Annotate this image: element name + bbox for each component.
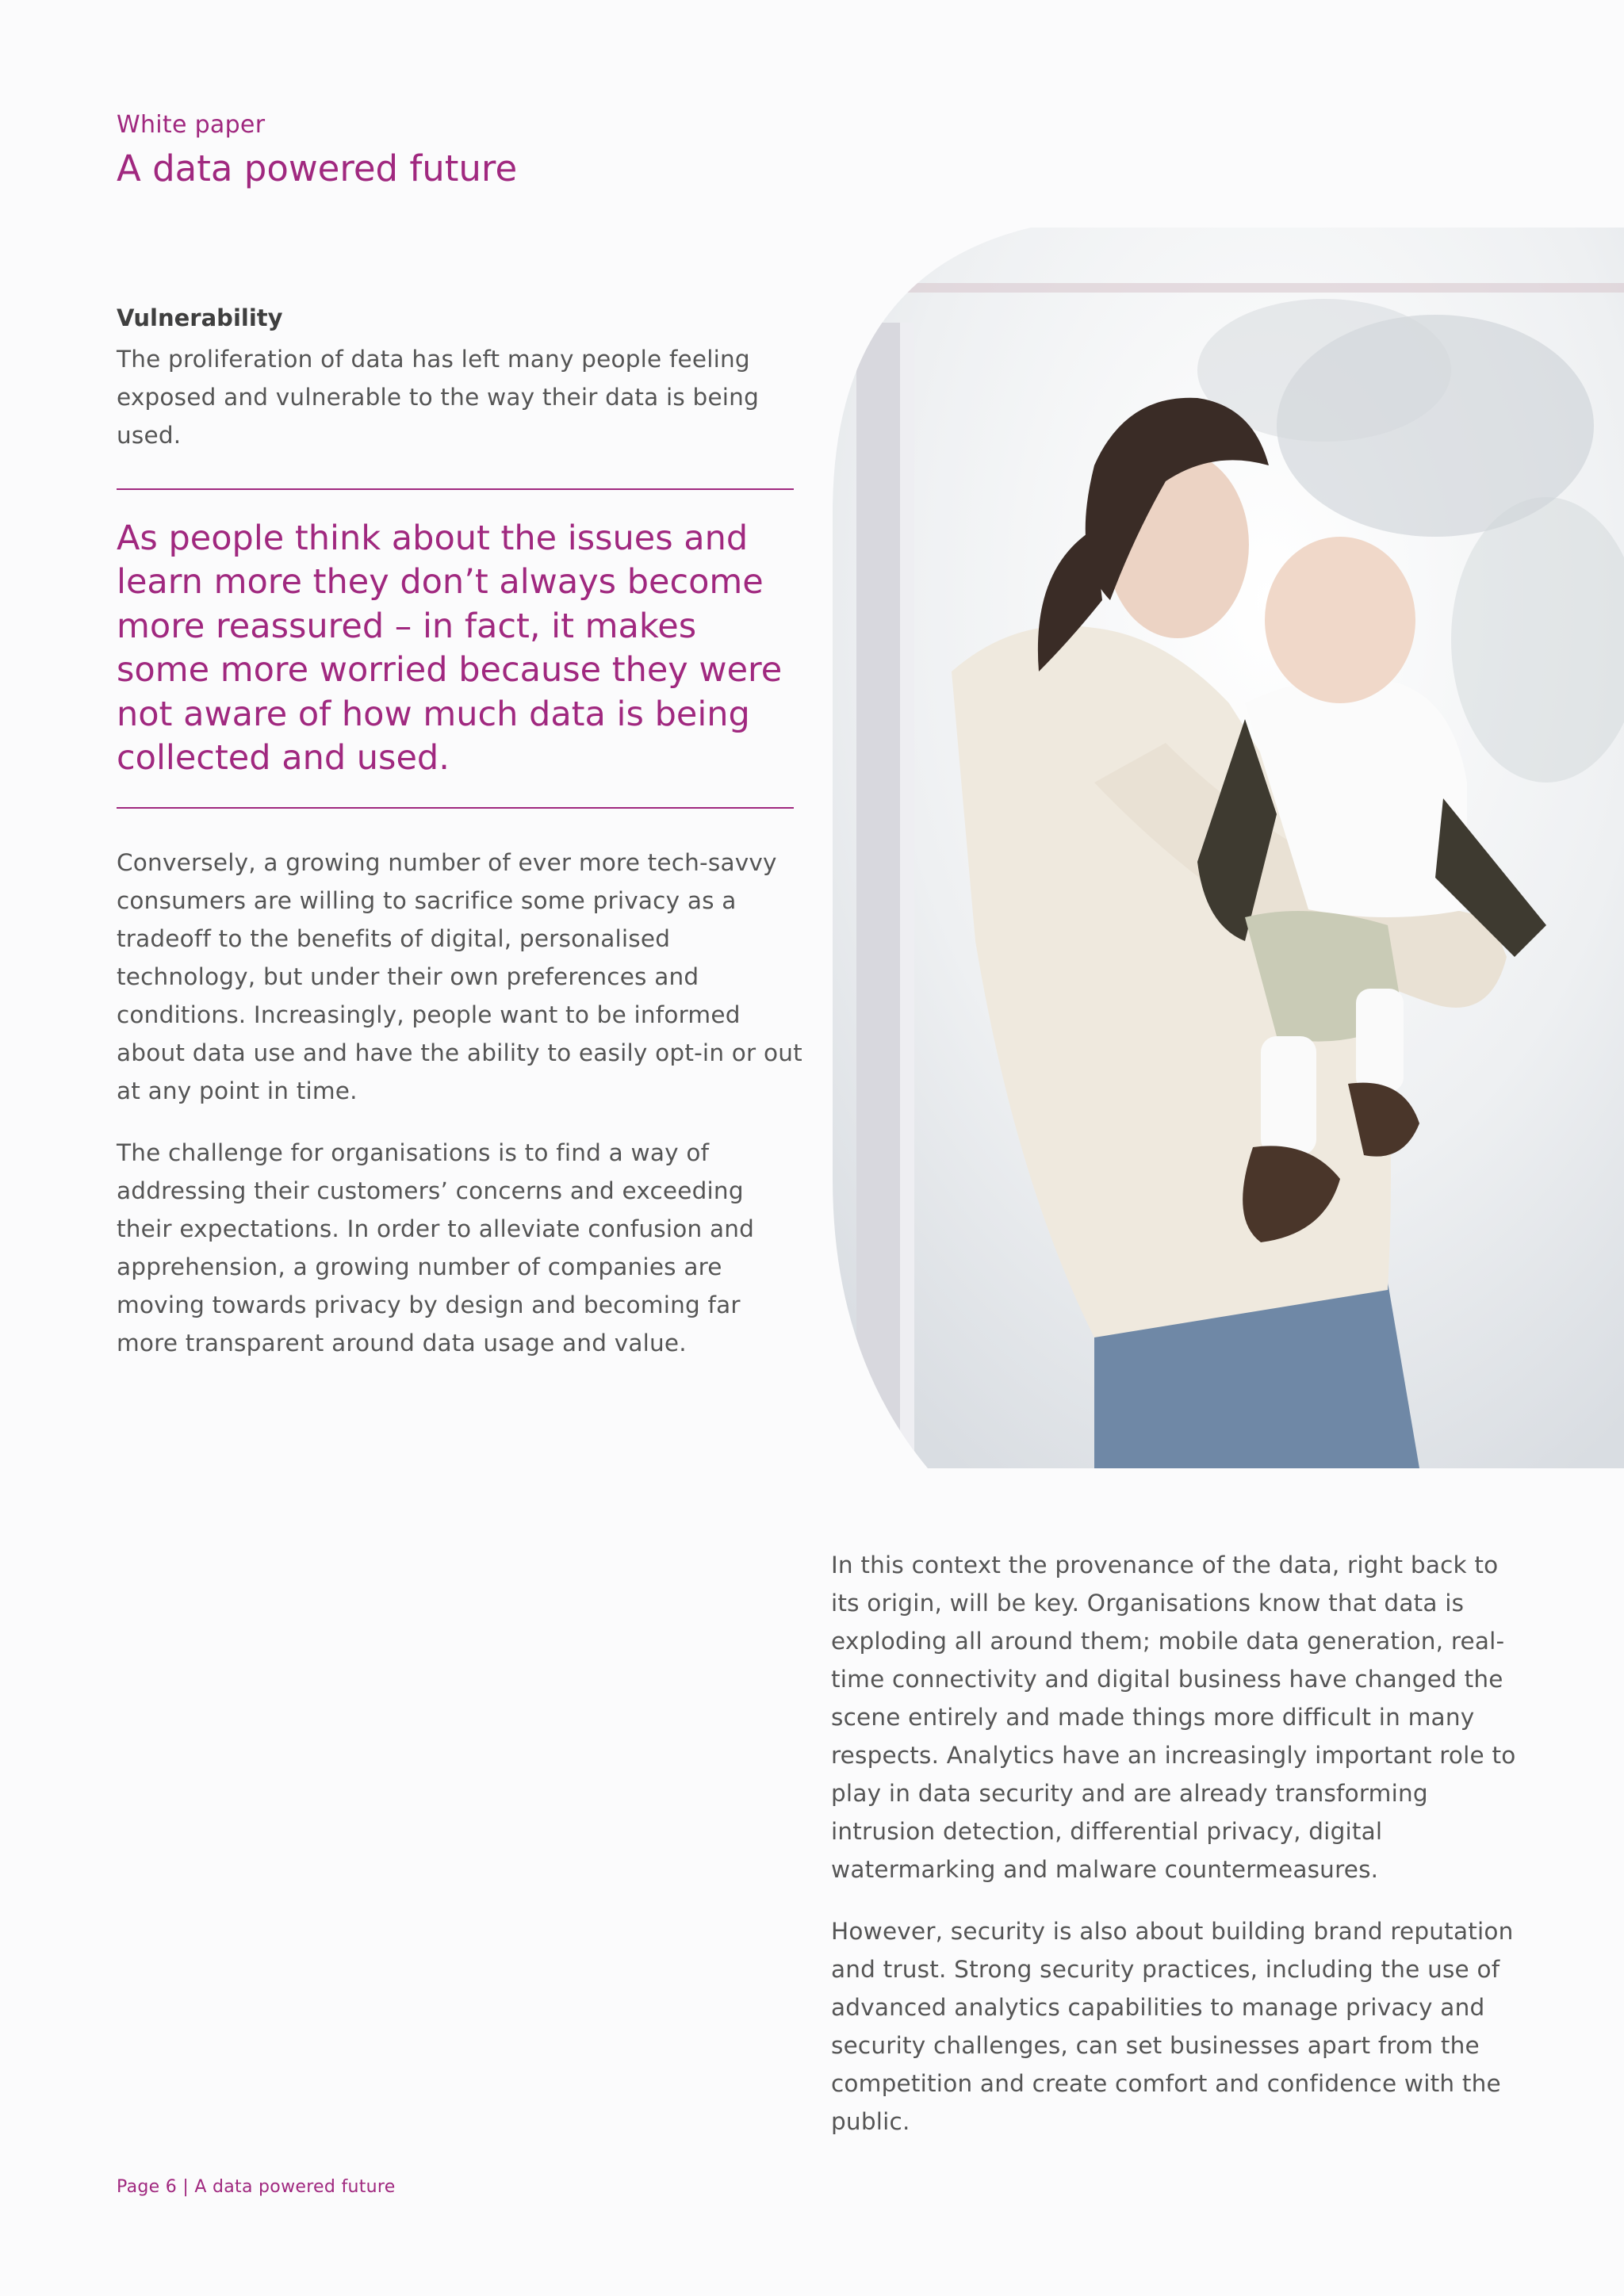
- pull-quote: As people think about the issues and learn more they don’t always become more reassured – in fact, it makes some more worried because they were not aware of how much data is being collected and used.: [117, 519, 783, 779]
- document-kicker: White paper: [117, 111, 266, 139]
- body-paragraph-security: However, security is also about building brand reputation and trust. Strong security practices, including the use of advanced analytics capabilities to manage privacy and security challenges, can set businesses apart from the competition and create comfort and confidence with the public.: [831, 1918, 1514, 2135]
- body-paragraph-consumers: Conversely, a growing number of ever more tech-savvy consumers are willing to sacrifice some privacy as a tradeoff to the benefits of digital, personalised technology, but under their own preferences and conditions. Increasingly, people want to be informed about data use and have the ability to easily opt-in or out at any point in time.: [117, 849, 802, 1104]
- mother-holding-baby-photo: [833, 228, 1624, 1468]
- vulnerability-paragraph: The proliferation of data has left many people feeling exposed and vulnerable to the way their data is being used.: [117, 346, 760, 449]
- body-paragraph-challenge: The challenge for organisations is to find a way of addressing their customers’ concerns and exceeding their expectations. In order to alleviate confusion and apprehension, a growing number of companies are moving towards privacy by design and becoming far more transparent around data usage and value.: [117, 1139, 755, 1357]
- quote-top-divider: [117, 488, 794, 490]
- section-heading-vulnerability: Vulnerability: [117, 304, 283, 331]
- page-title: A data powered future: [117, 147, 518, 189]
- quote-bottom-divider: [117, 807, 794, 809]
- body-paragraph-provenance: In this context the provenance of the data, right back to its origin, will be key. Organisations know that data is exploding all around them; mobile data generation, real-time connectivity and digital business have changed the scene entirely and made things more difficult in many respects. Analytics have an increasingly important role to play in data security and are already transforming intrusion detection, differential privacy, digital watermarking and malware countermeasures.: [831, 1552, 1516, 1883]
- page-footer: Page 6 | A data powered future: [117, 2177, 396, 2197]
